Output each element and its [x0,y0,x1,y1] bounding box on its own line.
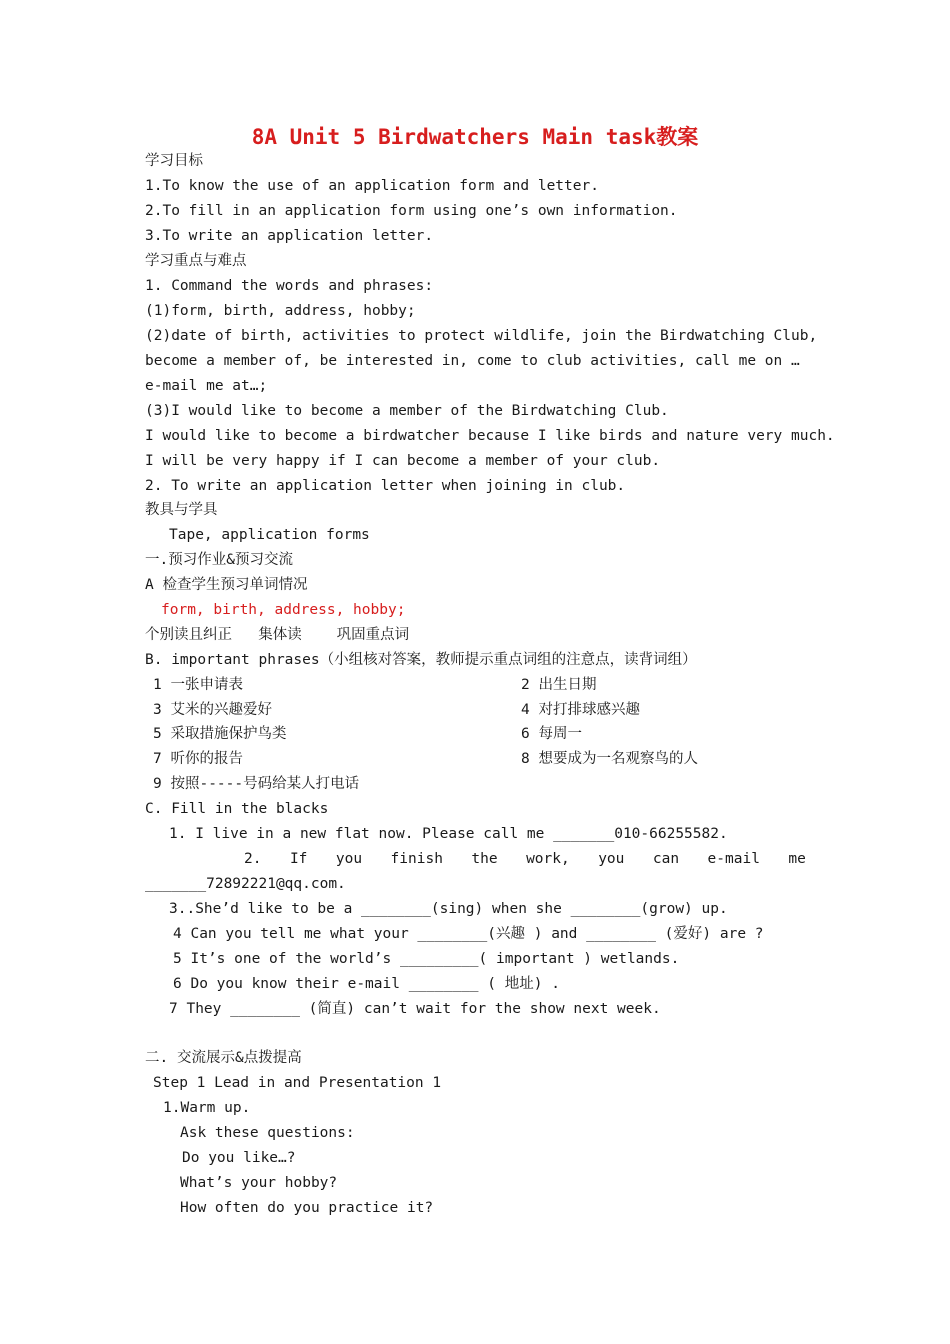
exercise-word: finish [390,851,443,867]
question-item: How often do you practice it? [180,1200,434,1216]
phrase-item: 5 采取措施保护鸟类 [153,726,287,742]
key-point-line: I would like to become a birdwatcher because I like birds and nature very much. [145,428,835,444]
section1-b-heading: B. important phrases（小组核对答案，教师提示重点词组的注意点，读背词组） [145,652,697,668]
phrase-item: 7 听你的报告 [153,751,243,767]
exercise-item: 1. I live in a new flat now. Please call me _______010-66255582. [169,826,728,842]
phrase-item: 9 按照-----号码给某人打电话 [153,776,360,792]
phrase-item: 3 艾米的兴趣爱好 [153,702,272,718]
exercise-item: 6 Do you know their e-mail ________ ( 地址) . [173,976,560,992]
key-point-line: 2. To write an application letter when joining in club. [145,478,626,494]
exercise-word: me [788,851,806,867]
tools-heading: 教具与学具 [145,502,218,518]
objective-item: 1.To know the use of an application form and letter. [145,178,599,194]
exercise-item: 5 It’s one of the world’s _________( important ) wetlands. [173,951,680,967]
exercise-word: you [598,851,625,867]
key-point-line: (2)date of birth, activities to protect wildlife, join the Birdwatching Club, [145,328,818,344]
exercise-word: If [289,851,308,867]
section1-a-actions: 个别读且纠正 集体读 巩固重点词 [145,627,410,643]
section2-heading: 二. 交流展示&点拨提高 [145,1050,302,1066]
question-item: Do you like…? [182,1150,296,1166]
step-heading: Step 1 Lead in and Presentation 1 [153,1075,442,1091]
key-point-line: become a member of, be interested in, come to club activities, call me on … [145,353,800,369]
phrase-item: 1 一张申请表 [153,677,243,693]
exercise-word: the [471,851,498,867]
key-point-line: I will be very happy if I can become a member of your club. [145,453,661,469]
objective-item: 3.To write an application letter. [145,228,434,244]
exercise-word: e-mail [707,851,760,867]
exercise-word: work, [526,851,570,867]
section1-a-words: form, birth, address, hobby; [161,602,406,618]
ask-line: Ask these questions: [180,1125,355,1141]
objectives-heading: 学习目标 [145,153,203,169]
key-point-line: (3)I would like to become a member of the Birdwatching Club. [145,403,669,419]
key-point-line: 1. Command the words and phrases: [145,278,434,294]
document-title: 8A Unit 5 Birdwatchers Main task教案 [251,125,699,149]
exercise-item: _______72892221@qq.com. [145,876,346,892]
phrase-item: 2 出生日期 [521,677,597,693]
objective-item: 2.To fill in an application form using one’s own information. [145,203,678,219]
key-point-line: e-mail me at…; [145,378,268,394]
phrase-item: 8 想要成为一名观察鸟的人 [521,751,698,767]
exercise-word: 2. [244,851,262,867]
exercise-word: can [652,851,680,867]
exercise-item: 4 Can you tell me what your ________(兴趣 ) and ________ (爱好) are ? [173,926,764,942]
exercise-item: 3..She’d like to be a ________(sing) when she ________(grow) up. [169,901,728,917]
section1-heading: 一.预习作业&预习交流 [145,552,293,568]
question-item: What’s your hobby? [180,1175,338,1191]
section1-a-heading: A 检查学生预习单词情况 [145,577,308,593]
exercise-item-justified [244,849,806,869]
key-points-heading: 学习重点与难点 [145,253,247,269]
exercise-word: you [335,851,363,867]
exercise-item: 7 They ________ (简直) can’t wait for the show next week. [169,1001,661,1017]
section1-c-heading: C. Fill in the blacks [145,801,329,817]
key-point-line: (1)form, birth, address, hobby; [145,303,416,319]
phrase-item: 4 对打排球感兴趣 [521,702,640,718]
phrase-item: 6 每周一 [521,726,582,742]
tools-content: Tape, application forms [169,527,370,543]
warmup-heading: 1.Warm up. [163,1100,251,1116]
